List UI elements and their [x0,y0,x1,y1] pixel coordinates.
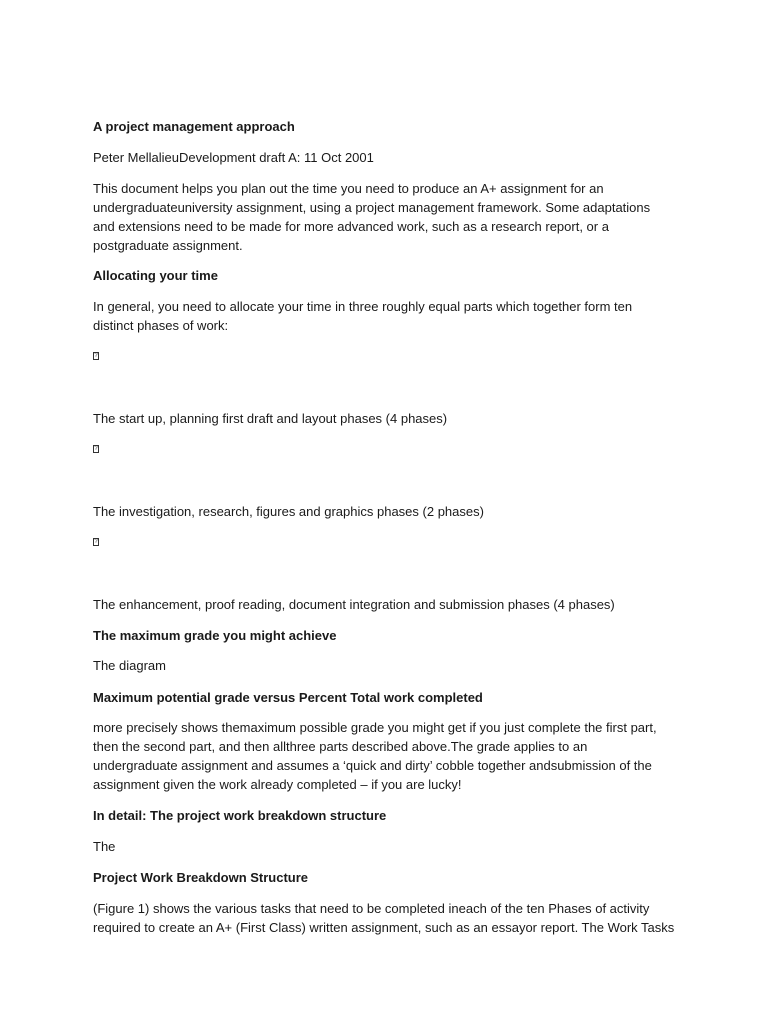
intro-line-4: postgraduate assignment. [93,238,243,253]
diagram-title: Maximum potential grade versus Percent Total work completed [93,690,483,705]
author-line: Peter MellalieuDevelopment draft A: 11 Oct 2001 [93,150,374,165]
grade-para-line-1: more precisely shows themaximum possible grade you might get if you just complete the first part, [93,720,657,735]
diagram-intro: The diagram [93,658,166,673]
bullet-item-3: The enhancement, proof reading, document integration and submission phases (4 phases) [93,597,615,612]
wbs-title: Project Work Breakdown Structure [93,870,309,885]
heading-allocating-time: Allocating your time [93,268,218,283]
missing-bullet-glyph-icon: ? [94,446,98,452]
bullet-item-2: The investigation, research, figures and graphics phases (2 phases) [93,504,484,519]
bullet-item-1: The start up, planning first draft and layout phases (4 phases) [93,411,448,426]
intro-line-2: undergraduateuniversity assignment, using a project management framework. Some adaptations [93,200,651,215]
the-word: The [93,839,116,854]
intro-line-3: and extensions need to be made for more advanced work, such as a research report, or a [93,219,609,234]
heading-maximum-grade: The maximum grade you might achieve [93,628,337,643]
wbs-para-line-2: required to create an A+ (First Class) written assignment, such as an essayor report. The Work Tasks [93,920,675,935]
heading-work-breakdown: In detail: The project work breakdown structure [93,808,387,823]
wbs-para-line-1: (Figure 1) shows the various tasks that need to be completed ineach of the ten Phases of activity [93,901,650,916]
time-para-line-1: In general, you need to allocate your time in three roughly equal parts which together form ten [93,299,633,314]
grade-para-line-2: then the second part, and then allthree parts described above.The grade applies to an [93,739,588,754]
grade-para-line-4: assignment given the work already completed – if you are lucky! [93,777,462,792]
missing-bullet-glyph-icon: ? [94,353,98,359]
time-para-line-2: distinct phases of work: [93,318,229,333]
grade-para-line-3: undergraduate assignment and assumes a ‘quick and dirty’ cobble together andsubmission of the [93,758,652,773]
intro-line-1: This document helps you plan out the time you need to produce an A+ assignment for an [93,181,604,196]
missing-bullet-glyph-icon: ? [94,539,98,545]
document-title: A project management approach [93,119,295,134]
